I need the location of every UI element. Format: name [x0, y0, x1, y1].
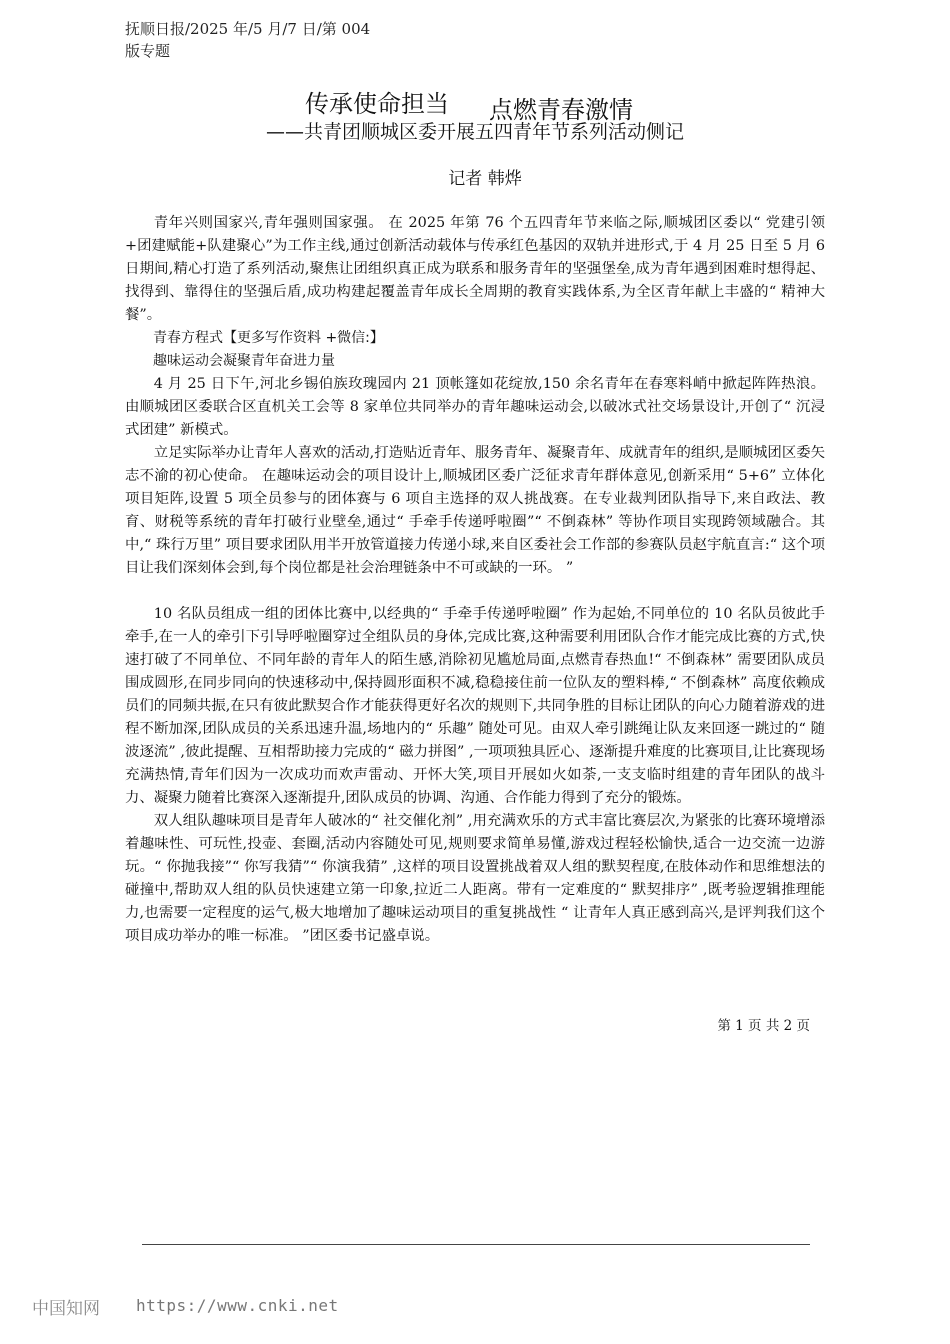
- paragraph-intro: 青年兴则国家兴,青年强则国家强。 在 2025 年第 76 个五四青年节来临之际,顺城团区委以“ 党建引领+团建赋能+队建聚心”为工作主线,通过创新活动载体与传承红色基因的双轨并进形式,于 4 月 25 日至 5 月 6 日期间,精心打造了系列活动,聚焦让团组织真正成为联系和服务青年的坚强堡垒,成为青年遇到困难时想得起、找得到、靠得住的坚强后盾,成功构建起覆盖青年成长全周期的教育实践体系,为全区青年献上丰盛的“ 精神大餐”。: [125, 215, 825, 323]
- page-number: 第 1 页 共 2 页: [717, 1018, 810, 1034]
- article-body: [125, 212, 825, 948]
- paragraph: 4 月 25 日下午,河北乡锡伯族玫瑰园内 21 顶帐篷如花绽放,150 余名青年在春寒料峭中掀起阵阵热浪。 由顺城团区委联合区直机关工会等 8 家单位共同举办的青年趣味运动会,以破冰式社交场景设计,开创了“ 沉浸式团建” 新模式。: [125, 376, 825, 438]
- headline-part-1: 传承使命担当: [305, 90, 449, 118]
- footer-divider: [142, 1244, 810, 1245]
- headline-part-2: 点燃青春激情: [489, 96, 633, 124]
- byline: 记者 韩烨: [448, 169, 522, 189]
- section-heading: 趣味运动会凝聚青年奋进力量: [153, 353, 335, 369]
- paragraph: 双人组队趣味项目是青年人破冰的“ 社交催化剂” ,用充满欢乐的方式丰富比赛层次,为紧张的比赛环境增添着趣味性、可玩性,投壶、套圈,活动内容随处可见,规则要求简单易懂,游戏过程轻松愉快,适合一边交流一边游玩。“ 你抛我接”“ 你写我猜”“ 你演我猜” ,这样的项目设置挑战着双人组的默契程度,在肢体动作和思维想法的碰撞中,帮助双人组的队员快速建立第一印象,拉近二人距离。带有一定难度的“ 默契排序” ,既考验逻辑推理能力,也需要一定程度的运气,极大地增加了趣味运动项目的重复挑战性 “ 让青年人真正感到高兴,是评判我们这个项目成功举办的唯一标准。 ”团区委书记盛卓说。: [125, 813, 825, 944]
- section-label: 青春方程式【更多写作资料 +微信:】: [153, 330, 384, 346]
- paragraph: 10 名队员组成一组的团体比赛中,以经典的“ 手牵手传递呼啦圈” 作为起始,不同单位的 10 名队员彼此手牵手,在一人的牵引下引导呼啦圈穿过全组队员的身体,完成比赛,这种需要利用团队合作才能完成比赛的方式,快速打破了不同单位、不同年龄的青年人的陌生感,消除初见尴尬局面,点燃青春热血!“ 不倒森林” 需要团队成员围成圆形,在同步同向的快速移动中,保持圆形面积不减,稳稳接住前一位队友的塑料棒,“ 不倒森林” 高度依赖成员们的同频共振,在只有彼此默契合作才能获得更好名次的规则下,共同争胜的目标让团队的向心力随着游戏的进程不断加深,团队成员的关系迅速升温,场地内的“ 乐趣” 随处可见。由双人牵引跳绳让队友来回逐一跳过的“ 随波逐流” ,彼此提醒、互相帮助接力完成的“ 磁力拼图” ,一项项独具匠心、逐渐提升难度的比赛项目,让比赛现场充满热情,青年们因为一次成功而欢声雷动、开怀大笑,项目开展如火如荼,一支支临时组建的青年团队的战斗力、凝聚力随着比赛深入逐渐提升,团队成员的协调、沟通、合作能力得到了充分的锻炼。: [125, 606, 825, 806]
- footer-url-link[interactable]: https://www.cnki.net: [136, 1296, 339, 1315]
- paragraph: 立足实际举办让青年人喜欢的活动,打造贴近青年、服务青年、凝聚青年、成就青年的组织,是顺城团区委矢志不渝的初心使命。 在趣味运动会的项目设计上,顺城团区委广泛征求青年群体意见,创新采用“ 5+6” 立体化项目矩阵,设置 5 项全员参与的团体赛与 6 项自主选择的双人挑战赛。在专业裁判团队指导下,来自政法、教育、财税等系统的青年打破行业壁垒,通过“ 手牵手传递呼啦圈”“ 不倒森林” 等协作项目实现跨领域融合。其中,“ 珠行万里” 项目要求团队用半开放管道接力传递小球,来自区委社会工作部的参赛队员赵宇航直言:“ 这个项目让我们深刻体会到,每个岗位都是社会治理链条中不可或缺的一环。 ”: [125, 445, 825, 576]
- footer-site-name: 中国知网: [32, 1299, 100, 1319]
- source-line: 抚顺日报/2025 年/5 月/7 日/第 004 版专题: [125, 20, 371, 60]
- subtitle: ——共青团顺城区委开展五四青年节系列活动侧记: [265, 121, 684, 143]
- headline: [0, 82, 950, 122]
